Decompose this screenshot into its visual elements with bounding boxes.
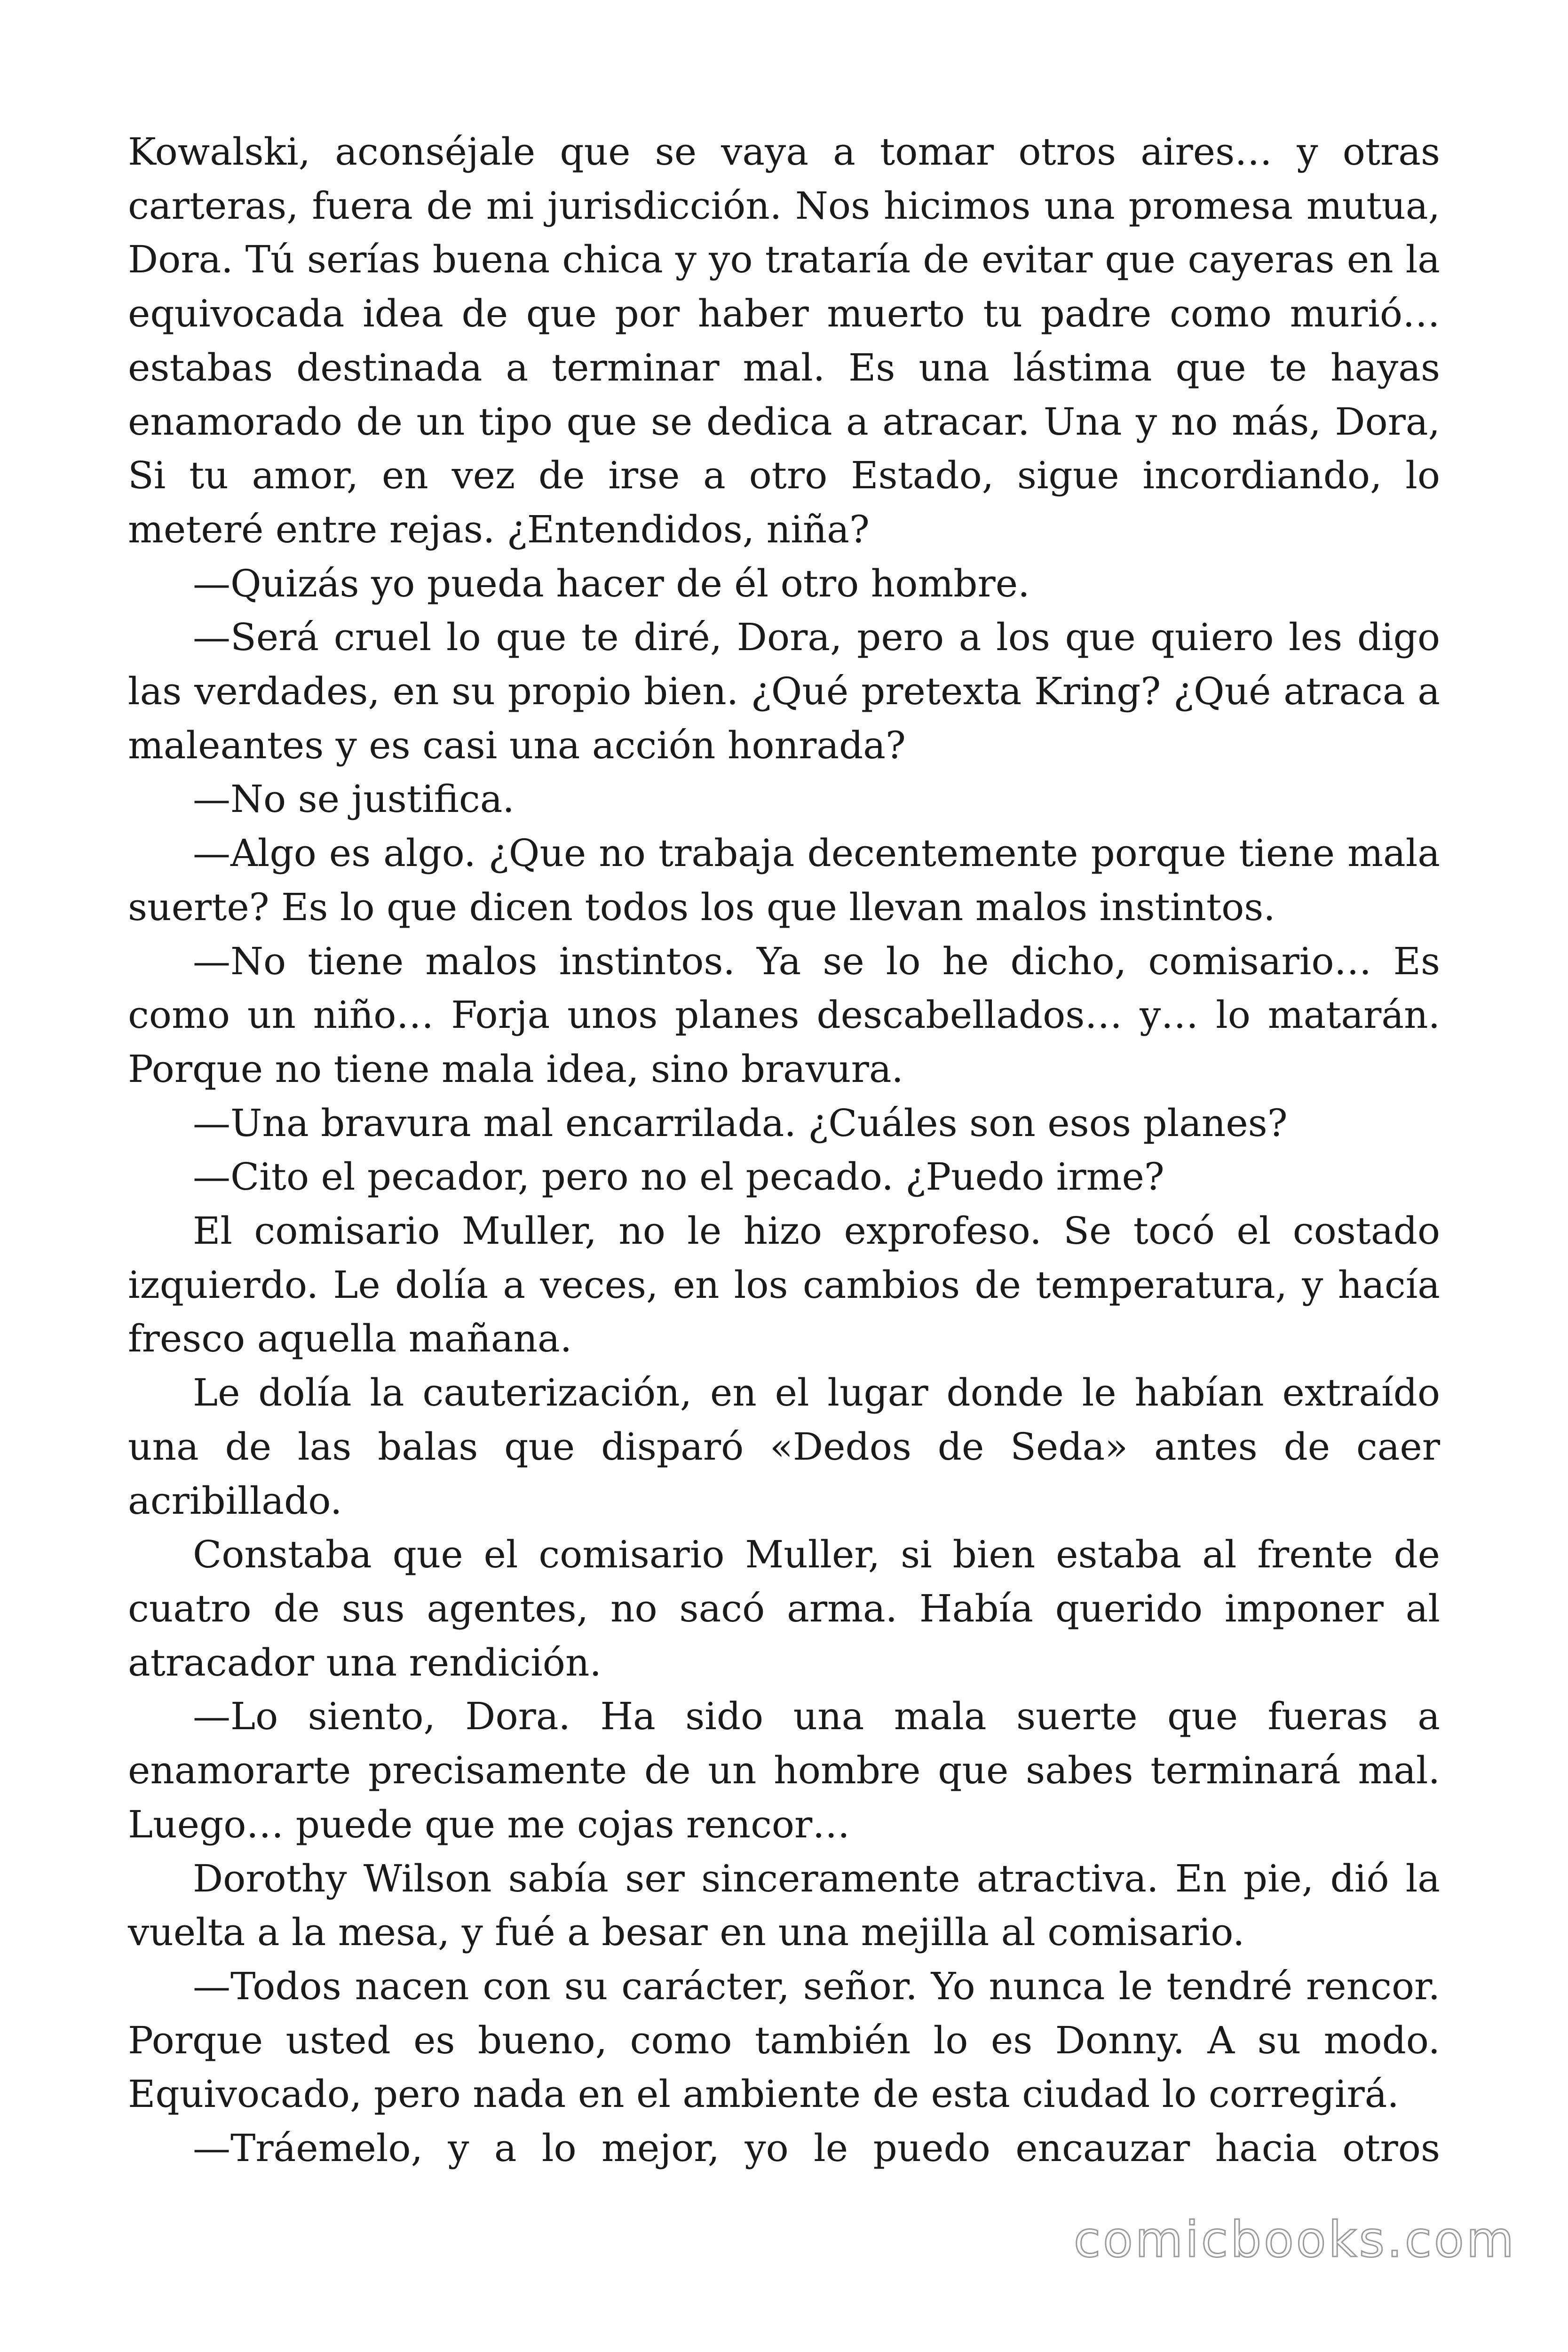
page-body xyxy=(128,125,1440,2176)
paragraph: —No tiene malos instintos. Ya se lo he dicho, comisario… Es como un niño… Forja unos planes descabellados… y… lo matarán. Porque no tiene mala idea, sino bravura. xyxy=(128,939,1440,1091)
paragraph: Dorothy Wilson sabía ser sinceramente atractiva. En pie, dió la vuelta a la mesa, y fué a besar en una mejilla al comisario. xyxy=(128,1856,1440,1955)
paragraph: Kowalski, aconséjale que se vaya a tomar otros aires… y otras carteras, fuera de mi jurisdicción. Nos hicimos una promesa mutua, Dora. Tú serías buena chica y yo trataría de evitar que cayeras en la equivocada idea de que por haber muerto tu padre como murió… estabas destinada a terminar mal. Es una lástima que te hayas enamorado de un tipo que se dedica a atracar. Una y no más, Dora, Si tu amor, en vez de irse a otro Estado, sigue incordiando, lo meteré entre rejas. ¿Entendidos, niña? xyxy=(128,130,1440,551)
paragraph: Le dolía la cauterización, en el lugar donde le habían extraído una de las balas que disparó «Dedos de Seda» antes de caer acribillado. xyxy=(128,1371,1440,1523)
paragraph: —Tráemelo, y a lo mejor, yo le puedo encauzar hacia otros xyxy=(193,2126,1440,2170)
paragraph: —Quizás yo pueda hacer de él otro hombre. xyxy=(193,561,1030,605)
watermark: comicbooks.com xyxy=(1073,2211,1516,2268)
paragraph: —Será cruel lo que te diré, Dora, pero a los que quiero les digo las verdades, en su propio bien. ¿Qué pretexta Kring? ¿Qué atraca a maleantes y es casi una acción honrada? xyxy=(128,615,1440,767)
paragraph: —Una bravura mal encarrilada. ¿Cuáles son esos planes? xyxy=(193,1101,1288,1145)
paragraph: —No se justifica. xyxy=(193,777,515,821)
paragraph: El comisario Muller, no le hizo exprofeso. Se tocó el costado izquierdo. Le dolía a veces, en los cambios de temperatura, y hacía fresco aquella mañana. xyxy=(128,1209,1440,1361)
paragraph: Constaba que el comisario Muller, si bien estaba al frente de cuatro de sus agentes, no sacó arma. Había querido imponer al atracador una rendición. xyxy=(128,1533,1440,1685)
paragraph: —Cito el pecador, pero no el pecado. ¿Puedo irme? xyxy=(193,1155,1164,1199)
paragraph: —Algo es algo. ¿Que no trabaja decentemente porque tiene mala suerte? Es lo que dicen todos los que llevan malos instintos. xyxy=(128,831,1440,929)
paragraph: —Todos nacen con su carácter, señor. Yo nunca le tendré rencor. Porque usted es bueno, como también lo es Donny. A su modo. Equivocado, pero nada en el ambiente de esta ciudad lo corregirá. xyxy=(128,1964,1440,2116)
paragraph: —Lo siento, Dora. Ha sido una mala suerte que fueras a enamorarte precisamente de un hombre que sabes terminará mal. Luego… puede que me cojas rencor… xyxy=(128,1694,1440,1846)
